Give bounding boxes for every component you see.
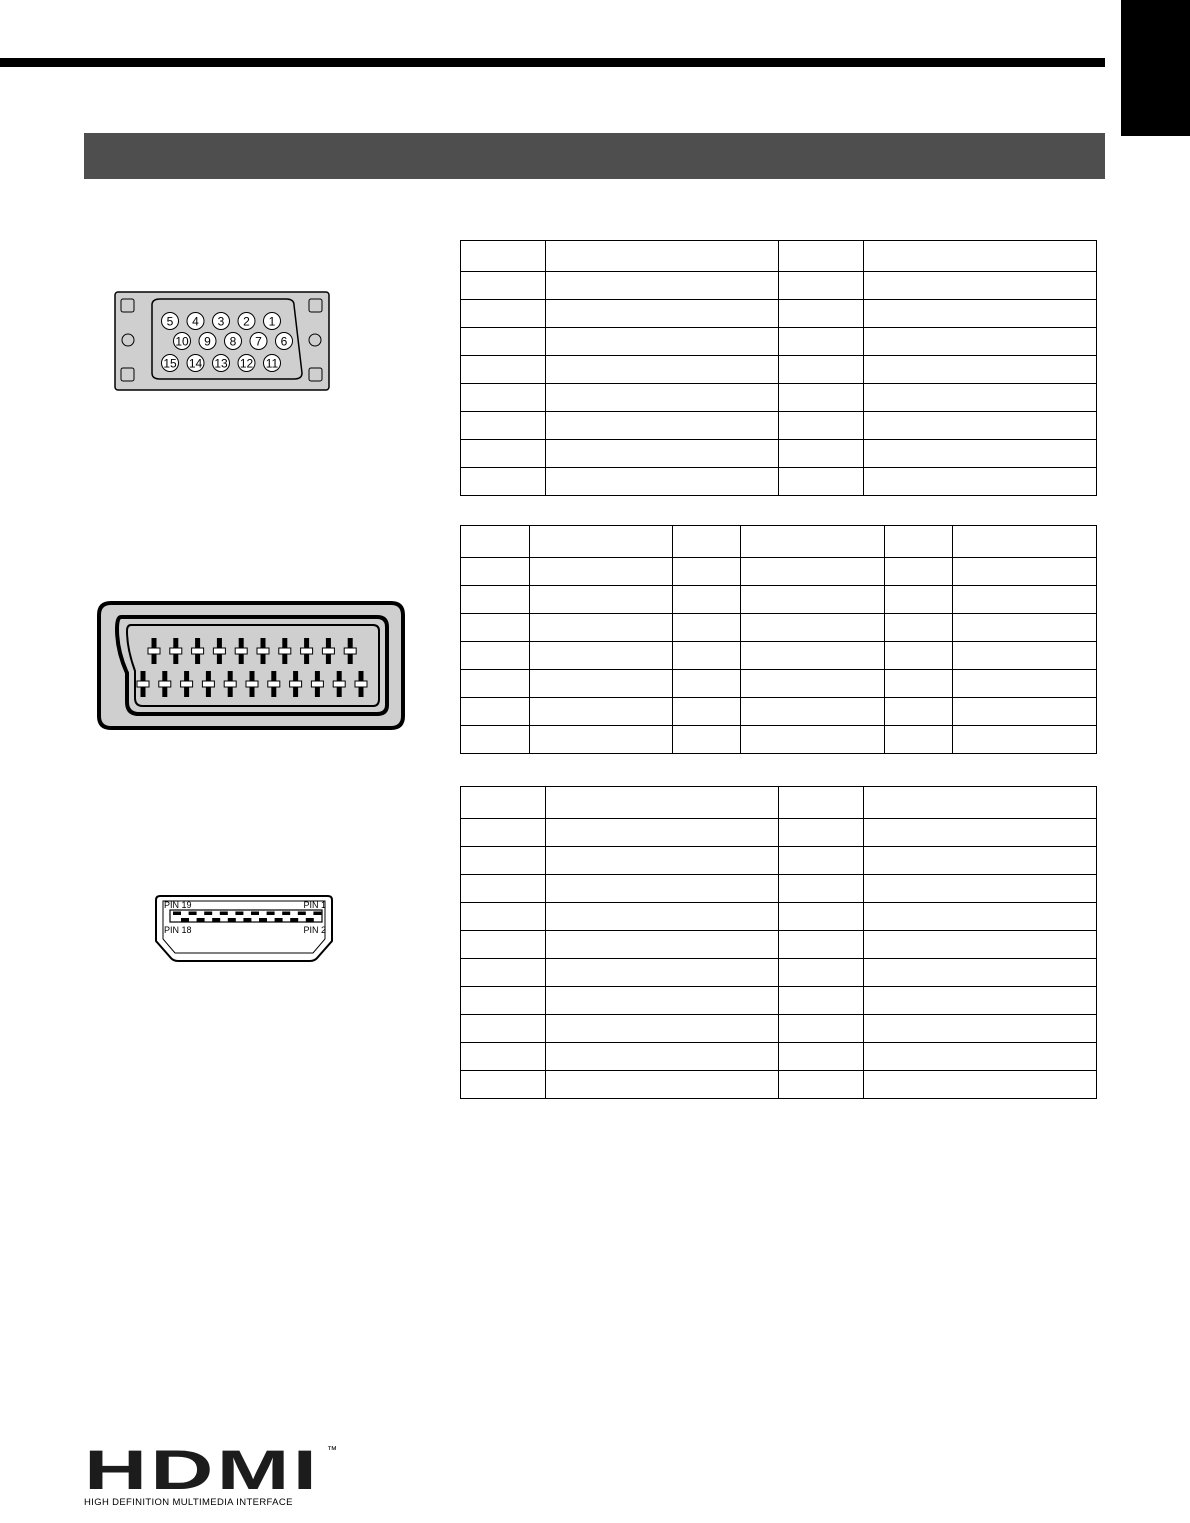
vga-table-cell bbox=[864, 468, 1097, 496]
scart-table-cell bbox=[461, 670, 530, 698]
scart-table-cell bbox=[530, 586, 673, 614]
vga-pin-number: 9 bbox=[204, 334, 211, 349]
hdmi-table-row bbox=[461, 787, 1097, 819]
vga-pin-number: 1 bbox=[268, 314, 276, 329]
hdmi-pin bbox=[275, 918, 283, 922]
scart-pin-slot bbox=[202, 681, 214, 687]
vga-table-cell bbox=[779, 241, 864, 272]
vga-table-cell bbox=[461, 468, 546, 496]
scart-table-cell bbox=[885, 614, 953, 642]
hdmi-table-cell bbox=[546, 903, 779, 931]
scart-table-cell bbox=[673, 670, 741, 698]
hdmi-pin bbox=[243, 918, 251, 922]
hdmi-pin bbox=[306, 918, 314, 922]
vga-pin-table bbox=[460, 240, 1097, 496]
vga-table-cell bbox=[461, 412, 546, 440]
hdmi-pin-label-18: PIN 18 bbox=[164, 925, 192, 935]
vga-table-row bbox=[461, 412, 1097, 440]
hdmi-table-cell bbox=[461, 931, 546, 959]
scart-table-cell bbox=[461, 726, 530, 754]
scart-table-cell bbox=[885, 642, 953, 670]
hdmi-table-cell bbox=[461, 787, 546, 819]
hdmi-pin bbox=[212, 918, 220, 922]
hdmi-logo-wordmark: HDMI bbox=[84, 1443, 320, 1501]
hdmi-table-cell bbox=[864, 903, 1097, 931]
scart-table-cell bbox=[885, 526, 953, 558]
scart-table-cell bbox=[530, 526, 673, 558]
scart-table-cell bbox=[953, 586, 1097, 614]
scart-pin-table bbox=[460, 525, 1097, 754]
hdmi-table-cell bbox=[461, 987, 546, 1015]
hdmi-table-cell bbox=[864, 847, 1097, 875]
hdmi-table-row bbox=[461, 931, 1097, 959]
hdmi-table-cell bbox=[864, 875, 1097, 903]
scart-pin-slot bbox=[246, 681, 258, 687]
scart-table-cell bbox=[953, 614, 1097, 642]
scart-connector-diagram bbox=[97, 601, 405, 730]
scart-table-cell bbox=[461, 698, 530, 726]
scart-table-cell bbox=[885, 586, 953, 614]
hdmi-table-row bbox=[461, 1043, 1097, 1071]
scart-table-cell bbox=[741, 526, 885, 558]
scart-pin-slot bbox=[213, 648, 225, 654]
hdmi-table-cell bbox=[546, 1071, 779, 1099]
scart-table-row bbox=[461, 670, 1097, 698]
hdmi-table-row bbox=[461, 1071, 1097, 1099]
vga-pin-number: 7 bbox=[255, 334, 262, 349]
hdmi-table-cell bbox=[779, 959, 864, 987]
hdmi-table-row bbox=[461, 959, 1097, 987]
scart-table-cell bbox=[953, 726, 1097, 754]
hdmi-table-cell bbox=[864, 959, 1097, 987]
hdmi-table-cell bbox=[546, 931, 779, 959]
scart-table-cell bbox=[673, 698, 741, 726]
vga-table-cell bbox=[779, 384, 864, 412]
scart-table-row bbox=[461, 586, 1097, 614]
scart-table-cell bbox=[530, 726, 673, 754]
scart-table-row bbox=[461, 614, 1097, 642]
hdmi-pin bbox=[290, 918, 298, 922]
hdmi-pin bbox=[313, 912, 321, 916]
scart-table-row bbox=[461, 526, 1097, 558]
vga-pin-number: 4 bbox=[192, 314, 199, 329]
scart-table-cell bbox=[741, 726, 885, 754]
vga-table-cell bbox=[864, 272, 1097, 300]
vga-table-cell bbox=[779, 412, 864, 440]
scart-pin-slot bbox=[170, 648, 182, 654]
vga-table-cell bbox=[779, 356, 864, 384]
hdmi-table-cell bbox=[546, 875, 779, 903]
scart-pin-slot bbox=[257, 648, 269, 654]
vga-table-cell bbox=[864, 300, 1097, 328]
scart-pin-slot bbox=[192, 648, 204, 654]
chapter-tab bbox=[1121, 0, 1190, 136]
vga-pin-number: 2 bbox=[243, 314, 250, 329]
hdmi-table-cell bbox=[779, 987, 864, 1015]
scart-pin-slot bbox=[290, 681, 302, 687]
scart-table-cell bbox=[673, 726, 741, 754]
hdmi-pin-label-2: PIN 2 bbox=[303, 925, 326, 935]
scart-table-cell bbox=[530, 558, 673, 586]
hdmi-table-cell bbox=[779, 847, 864, 875]
scart-pin-slot bbox=[268, 681, 280, 687]
scart-table-cell bbox=[953, 670, 1097, 698]
vga-table-row bbox=[461, 272, 1097, 300]
scart-table-cell bbox=[673, 558, 741, 586]
scart-table-cell bbox=[673, 614, 741, 642]
hdmi-table-cell bbox=[546, 959, 779, 987]
vga-table-row bbox=[461, 384, 1097, 412]
scart-table-cell bbox=[741, 670, 885, 698]
hdmi-table-cell bbox=[864, 819, 1097, 847]
hdmi-table-cell bbox=[864, 1015, 1097, 1043]
hdmi-pin bbox=[189, 912, 197, 916]
scart-pin-slot bbox=[311, 681, 323, 687]
vga-table-cell bbox=[461, 356, 546, 384]
hdmi-table-cell bbox=[546, 1043, 779, 1071]
vga-table-cell bbox=[546, 356, 779, 384]
hdmi-table-cell bbox=[779, 903, 864, 931]
vga-connector-diagram bbox=[114, 291, 330, 391]
scart-table-row bbox=[461, 726, 1097, 754]
scart-table-cell bbox=[461, 526, 530, 558]
scart-table-cell bbox=[673, 526, 741, 558]
scart-table-cell bbox=[461, 586, 530, 614]
vga-pin-number: 5 bbox=[166, 314, 174, 329]
vga-table-row bbox=[461, 440, 1097, 468]
vga-pin-number: 13 bbox=[214, 356, 228, 371]
vga-table-cell bbox=[864, 241, 1097, 272]
vga-table-cell bbox=[779, 468, 864, 496]
hdmi-table-cell bbox=[546, 819, 779, 847]
hdmi-pin-label-19: PIN 19 bbox=[164, 900, 192, 910]
scart-pin-slot bbox=[148, 648, 160, 654]
scart-table-cell bbox=[741, 586, 885, 614]
hdmi-table-row bbox=[461, 819, 1097, 847]
hdmi-table-cell bbox=[779, 1071, 864, 1099]
hdmi-pin bbox=[220, 912, 228, 916]
vga-pin-number: 15 bbox=[163, 356, 177, 371]
hdmi-table-cell bbox=[461, 875, 546, 903]
vga-table-cell bbox=[546, 272, 779, 300]
hdmi-pin-table bbox=[460, 786, 1097, 1099]
hdmi-logo-tagline: HIGH DEFINITION MULTIMEDIA INTERFACE bbox=[84, 1497, 293, 1508]
hdmi-table-cell bbox=[779, 787, 864, 819]
scart-table-cell bbox=[953, 642, 1097, 670]
hdmi-table-row bbox=[461, 847, 1097, 875]
scart-pin-slot bbox=[355, 681, 367, 687]
vga-table-cell bbox=[864, 328, 1097, 356]
scart-table-cell bbox=[953, 698, 1097, 726]
hdmi-table-cell bbox=[546, 847, 779, 875]
hdmi-pin bbox=[298, 912, 306, 916]
scart-pin-slot bbox=[322, 648, 334, 654]
scart-table-cell bbox=[885, 726, 953, 754]
vga-pin-number: 12 bbox=[239, 356, 254, 371]
vga-table-cell bbox=[546, 468, 779, 496]
hdmi-pin bbox=[251, 912, 259, 916]
vga-table-row bbox=[461, 300, 1097, 328]
hdmi-table-cell bbox=[461, 1071, 546, 1099]
hdmi-table-row bbox=[461, 903, 1097, 931]
vga-table-cell bbox=[546, 241, 779, 272]
vga-table-cell bbox=[864, 384, 1097, 412]
vga-table-cell bbox=[461, 300, 546, 328]
header-rule bbox=[0, 58, 1105, 67]
scart-table-cell bbox=[885, 558, 953, 586]
hdmi-table-cell bbox=[779, 819, 864, 847]
hdmi-table-cell bbox=[779, 931, 864, 959]
vga-table-cell bbox=[864, 440, 1097, 468]
hdmi-table-cell bbox=[461, 959, 546, 987]
scart-table-row bbox=[461, 642, 1097, 670]
hdmi-pin bbox=[235, 912, 243, 916]
scart-table-row bbox=[461, 558, 1097, 586]
vga-table-cell bbox=[779, 300, 864, 328]
scart-table-cell bbox=[741, 558, 885, 586]
hdmi-table-cell bbox=[779, 1015, 864, 1043]
vga-table-cell bbox=[461, 272, 546, 300]
vga-pin-number: 10 bbox=[175, 334, 189, 349]
scart-pin-slot bbox=[181, 681, 193, 687]
hdmi-table-cell bbox=[864, 1043, 1097, 1071]
scart-pin-slot bbox=[333, 681, 345, 687]
vga-table-cell bbox=[546, 300, 779, 328]
scart-pin-slot bbox=[137, 681, 149, 687]
hdmi-table-cell bbox=[461, 903, 546, 931]
hdmi-table-cell bbox=[546, 787, 779, 819]
scart-table-cell bbox=[461, 558, 530, 586]
vga-table-cell bbox=[461, 384, 546, 412]
hdmi-table-cell bbox=[546, 1015, 779, 1043]
vga-table-cell bbox=[864, 412, 1097, 440]
scart-pin-slot bbox=[279, 648, 291, 654]
vga-pin-number: 14 bbox=[188, 356, 203, 371]
vga-pin-number: 6 bbox=[280, 334, 288, 349]
hdmi-table-row bbox=[461, 875, 1097, 903]
scart-table-cell bbox=[530, 698, 673, 726]
vga-table-cell bbox=[546, 412, 779, 440]
hdmi-table-row bbox=[461, 987, 1097, 1015]
hdmi-pin bbox=[204, 912, 212, 916]
scart-table-cell bbox=[461, 642, 530, 670]
hdmi-connector-diagram bbox=[154, 893, 334, 963]
scart-table-cell bbox=[673, 642, 741, 670]
vga-table-cell bbox=[546, 384, 779, 412]
scart-table-cell bbox=[953, 526, 1097, 558]
hdmi-table-cell bbox=[461, 819, 546, 847]
hdmi-pin bbox=[181, 918, 189, 922]
scart-table-cell bbox=[741, 642, 885, 670]
hdmi-table-cell bbox=[461, 847, 546, 875]
vga-table-cell bbox=[779, 328, 864, 356]
vga-table-cell bbox=[461, 440, 546, 468]
hdmi-table-cell bbox=[864, 931, 1097, 959]
scart-pin-slot bbox=[159, 681, 171, 687]
vga-table-cell bbox=[461, 328, 546, 356]
vga-table-row bbox=[461, 328, 1097, 356]
scart-table-cell bbox=[741, 614, 885, 642]
vga-pin-number: 8 bbox=[229, 334, 237, 349]
vga-table-cell bbox=[864, 356, 1097, 384]
hdmi-table-cell bbox=[864, 987, 1097, 1015]
scart-pin-slot bbox=[224, 681, 236, 687]
scart-pin-slot bbox=[235, 648, 247, 654]
hdmi-pin bbox=[282, 912, 290, 916]
hdmi-table-cell bbox=[546, 987, 779, 1015]
vga-pin-number: 11 bbox=[265, 356, 279, 371]
scart-table-cell bbox=[885, 698, 953, 726]
section-title-bar bbox=[84, 133, 1105, 179]
hdmi-pin bbox=[259, 918, 267, 922]
hdmi-table-cell bbox=[864, 1071, 1097, 1099]
vga-pin-number: 3 bbox=[217, 314, 225, 329]
scart-table-row bbox=[461, 698, 1097, 726]
scart-table-cell bbox=[953, 558, 1097, 586]
hdmi-pin-label-1: PIN 1 bbox=[303, 900, 326, 910]
hdmi-table-cell bbox=[864, 787, 1097, 819]
hdmi-table-cell bbox=[461, 1015, 546, 1043]
vga-table-cell bbox=[779, 440, 864, 468]
scart-table-cell bbox=[530, 614, 673, 642]
scart-table-cell bbox=[530, 642, 673, 670]
hdmi-logo-trademark: ™ bbox=[327, 1445, 337, 1456]
scart-table-cell bbox=[741, 698, 885, 726]
vga-table-cell bbox=[461, 241, 546, 272]
hdmi-table-row bbox=[461, 1015, 1097, 1043]
hdmi-pin bbox=[197, 918, 205, 922]
hdmi-table-cell bbox=[779, 1043, 864, 1071]
hdmi-table-cell bbox=[461, 1043, 546, 1071]
scart-table-cell bbox=[530, 670, 673, 698]
scart-pin-slot bbox=[301, 648, 313, 654]
vga-table-row bbox=[461, 241, 1097, 272]
vga-table-row bbox=[461, 468, 1097, 496]
hdmi-pin bbox=[228, 918, 236, 922]
hdmi-table-cell bbox=[779, 875, 864, 903]
scart-pin-slot bbox=[344, 648, 356, 654]
vga-table-cell bbox=[779, 272, 864, 300]
hdmi-pin bbox=[267, 912, 275, 916]
hdmi-pin bbox=[173, 912, 181, 916]
vga-table-row bbox=[461, 356, 1097, 384]
scart-table-cell bbox=[885, 670, 953, 698]
vga-table-cell bbox=[546, 328, 779, 356]
vga-table-cell bbox=[546, 440, 779, 468]
scart-table-cell bbox=[461, 614, 530, 642]
scart-table-cell bbox=[673, 586, 741, 614]
